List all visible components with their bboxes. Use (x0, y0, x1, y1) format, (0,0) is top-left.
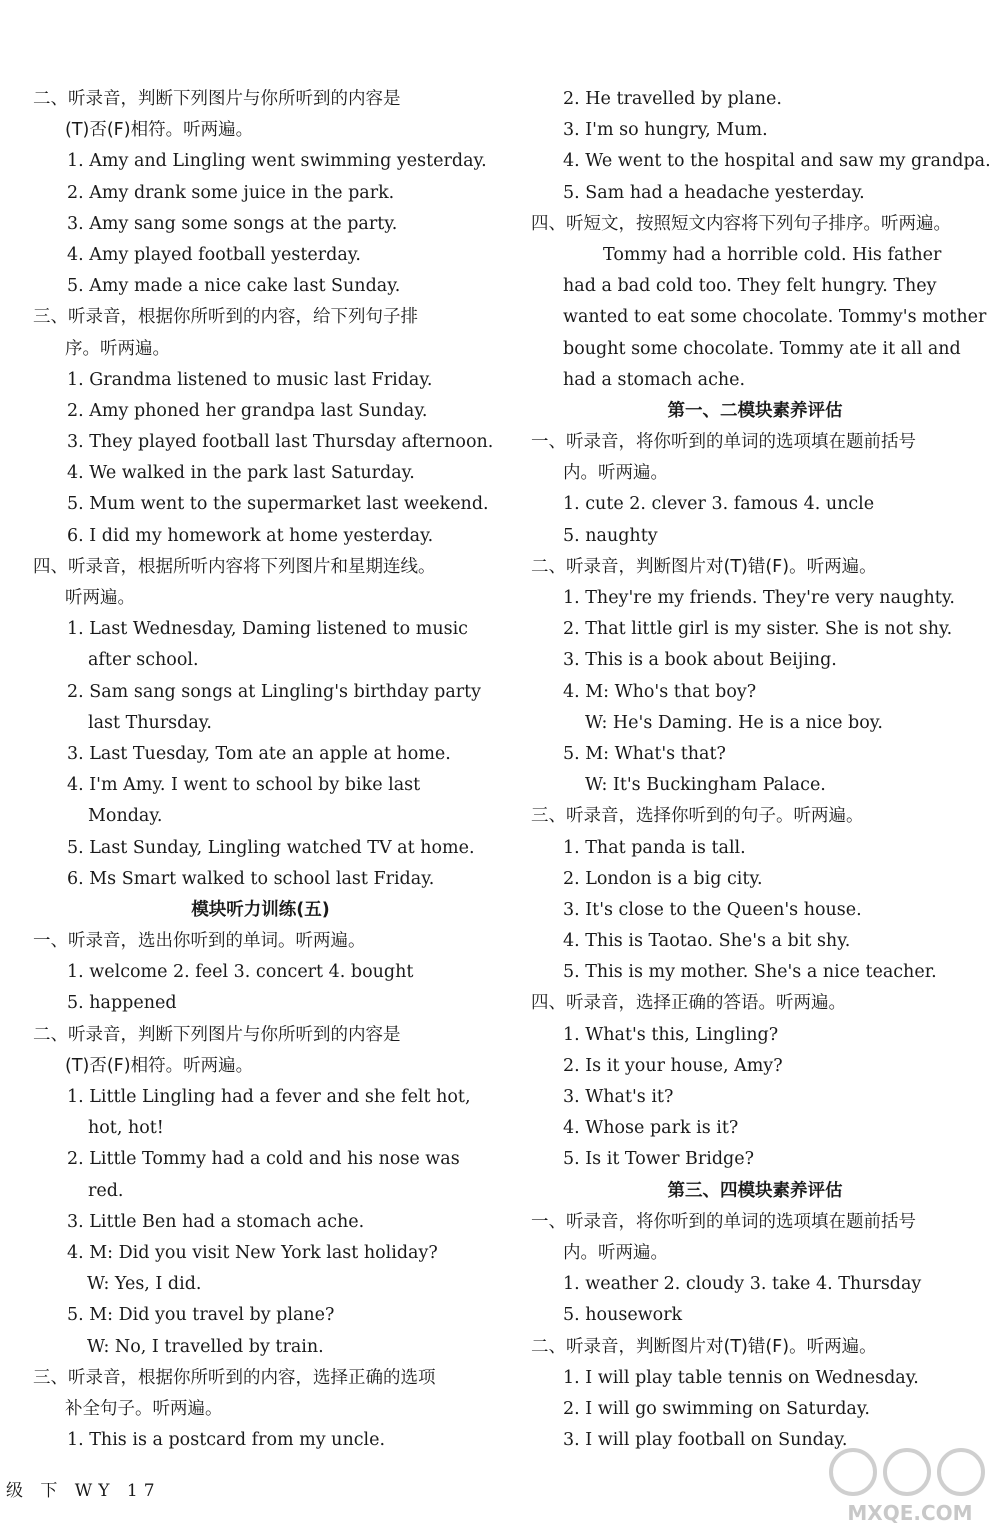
text-line: 2. Is it your house, Amy? (563, 1055, 783, 1076)
text-line: 4. We went to the hospital and saw my grandpa. (563, 151, 991, 172)
text-line: 序。听两遍。 (65, 338, 170, 359)
text-line: 5. Amy made a nice cake last Sunday. (67, 276, 401, 297)
text-line: W: It's Buckingham Palace. (585, 775, 826, 796)
question-instruction: 二、听录音，判断下列图片与你所听到的内容是 (33, 89, 401, 109)
text-line: 4. M: Who's that boy? (563, 681, 757, 702)
text-line: 5. naughty (563, 525, 658, 546)
text-line: 1. This is a postcard from my uncle. (67, 1430, 386, 1451)
text-line: 5. Last Sunday, Lingling watched TV at home. (67, 837, 475, 858)
section-heading: 模块听力训练(五) (191, 899, 330, 920)
text-line: 2. He travelled by plane. (563, 89, 782, 109)
text-line: 内。听两遍。 (563, 1242, 668, 1263)
text-line: 2. I will go swimming on Saturday. (563, 1398, 870, 1419)
text-line: Monday. (88, 806, 163, 827)
text-line: 1. Last Wednesday, Daming listened to music (67, 619, 468, 640)
text-line: 补全句子。听两遍。 (65, 1398, 223, 1419)
text-line: 1. Little Lingling had a fever and she felt hot, (67, 1087, 471, 1107)
text-line: hot, hot! (88, 1118, 164, 1139)
text-line: W: No, I travelled by train. (87, 1336, 324, 1357)
question-instruction: 二、听录音，判断下列图片与你所听到的内容是 (33, 1024, 401, 1045)
text-line: 4. Whose park is it? (563, 1118, 739, 1139)
text-line: after school. (88, 650, 199, 671)
text-line: red. (88, 1180, 124, 1201)
text-line: 1. welcome 2. feel 3. concert 4. bought (67, 962, 414, 983)
left-column (33, 84, 494, 1456)
question-instruction: 四、听录音，根据所听内容将下列图片和星期连线。 (33, 556, 436, 577)
text-line: 6. Ms Smart walked to school last Friday. (67, 868, 435, 889)
text-line: 1. Amy and Lingling went swimming yesterday. (67, 151, 487, 172)
question-instruction: 四、听录音，选择正确的答语。听两遍。 (531, 993, 846, 1014)
text-line: 1. What's this, Lingling? (563, 1024, 779, 1045)
text-line: 1. I will play table tennis on Wednesday. (563, 1367, 919, 1388)
text-line: (T)否(F)相符。听两遍。 (65, 1055, 254, 1076)
right-column (531, 84, 991, 1456)
text-line: 3. I'm so hungry, Mum. (563, 120, 768, 141)
text-line: (T)否(F)相符。听两遍。 (65, 120, 254, 141)
question-instruction: 一、听录音，将你听到的单词的选项填在题前括号 (531, 1211, 916, 1232)
question-instruction: 三、听录音，选择你听到的句子。听两遍。 (531, 806, 864, 827)
text-line: 1. That panda is tall. (563, 837, 746, 858)
text-line: 3. Little Ben had a stomach ache. (67, 1211, 365, 1232)
text-line: 5. This is my mother. She's a nice teacher. (563, 962, 937, 983)
watermark-text: MXQE.COM (847, 1501, 973, 1525)
text-line: 1. weather 2. cloudy 3. take 4. Thursday (563, 1274, 922, 1295)
text-line: bought some chocolate. Tommy ate it all and (563, 338, 961, 359)
text-line: had a bad cold too. They felt hungry. They (563, 276, 937, 297)
question-instruction: 三、听录音，根据你所听到的内容，选择正确的选项 (33, 1367, 436, 1388)
section-heading: 第一、二模块素养评估 (667, 400, 843, 421)
text-line: 2. That little girl is my sister. She is not shy. (563, 619, 953, 640)
text-line: 4. Amy played football yesterday. (67, 244, 361, 265)
text-line: 5. housework (563, 1305, 683, 1326)
page-footer: 级 下 WY 17 (6, 1481, 161, 1501)
question-instruction: 三、听录音，根据你所听到的内容，给下列句子排 (33, 307, 418, 328)
text-line: 5. M: Did you travel by plane? (67, 1305, 335, 1326)
text-line: 听两遍。 (65, 588, 135, 608)
question-instruction: 一、听录音，选出你听到的单词。听两遍。 (33, 931, 366, 952)
text-line: 5. happened (67, 993, 177, 1014)
text-line: 6. I did my homework at home yesterday. (67, 525, 434, 546)
text-line: 3. They played football last Thursday afternoon. (67, 432, 494, 453)
text-line: 4. This is Taotao. She's a bit shy. (563, 931, 851, 952)
text-line: 5. M: What's that? (563, 743, 726, 764)
text-line: 5. Mum went to the supermarket last weekend. (67, 494, 489, 515)
text-line: W: He's Daming. He is a nice boy. (585, 712, 883, 733)
text-line: 2. Sam sang songs at Lingling's birthday party (67, 681, 482, 702)
watermark-logo (825, 1438, 995, 1528)
text-line: 3. I will play football on Sunday. (563, 1430, 848, 1451)
text-line: 5. Sam had a headache yesterday. (563, 182, 865, 203)
passage-line: Tommy had a horrible cold. His father (603, 244, 942, 265)
text-line: 3. This is a book about Beijing. (563, 650, 837, 671)
text-line: wanted to eat some chocolate. Tommy's mother (563, 307, 987, 328)
text-line: 1. They're my friends. They're very naughty. (563, 588, 955, 608)
text-line: 5. Is it Tower Bridge? (563, 1149, 754, 1170)
question-instruction: 一、听录音，将你听到的单词的选项填在题前括号 (531, 432, 916, 453)
watermark-graphic (825, 1438, 995, 1528)
text-line: 3. Amy sang some songs at the party. (67, 213, 398, 234)
text-line: 2. Amy drank some juice in the park. (67, 182, 395, 203)
text-line: 2. London is a big city. (563, 868, 763, 889)
text-line: 2. Little Tommy had a cold and his nose was (67, 1149, 460, 1170)
text-line: 1. cute 2. clever 3. famous 4. uncle (563, 494, 875, 515)
section-heading: 第三、四模块素养评估 (667, 1180, 843, 1201)
text-line: 4. We walked in the park last Saturday. (67, 463, 415, 484)
text-line: 3. It's close to the Queen's house. (563, 899, 862, 920)
text-line: 3. What's it? (563, 1087, 674, 1107)
question-instruction: 二、听录音，判断图片对(T)错(F)。听两遍。 (531, 556, 877, 577)
text-line: 1. Grandma listened to music last Friday. (67, 369, 433, 390)
text-line: 内。听两遍。 (563, 463, 668, 484)
text-line: 2. Amy phoned her grandpa last Sunday. (67, 400, 428, 421)
text-line: had a stomach ache. (563, 369, 746, 390)
text-line: last Thursday. (88, 712, 212, 733)
text-line: 4. I'm Amy. I went to school by bike last (67, 775, 421, 796)
question-instruction: 二、听录音，判断图片对(T)错(F)。听两遍。 (531, 1336, 877, 1357)
question-instruction: 四、听短文，按照短文内容将下列句子排序。听两遍。 (531, 213, 951, 234)
text-line: 4. M: Did you visit New York last holiday? (67, 1242, 438, 1263)
text-line: 3. Last Tuesday, Tom ate an apple at home. (67, 743, 451, 764)
text-line: W: Yes, I did. (87, 1274, 202, 1295)
